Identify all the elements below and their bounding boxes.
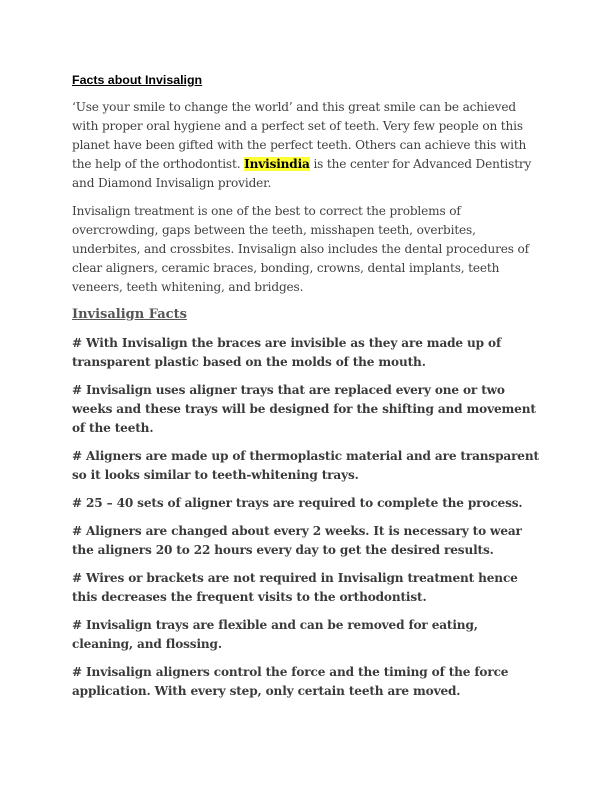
document-page xyxy=(72,72,542,710)
facts-heading: Invisalign Facts xyxy=(72,307,187,322)
highlighted-brand: Invisindia xyxy=(244,157,310,171)
fact-item: # Invisalign aligners control the force and the timing of the force application. With every step, only certain teeth are moved. xyxy=(72,665,509,698)
fact-item: # 25 – 40 sets of aligner trays are required to complete the process. xyxy=(72,496,523,510)
fact-item: # Invisalign uses aligner trays that are replaced every one or two weeks and these trays will be designed for the shifting and movement of the teeth. xyxy=(72,383,536,435)
treatment-paragraph: Invisalign treatment is one of the best to correct the problems of overcrowding, gaps between the teeth, misshapen teeth, overbites, underbites, and crossbites. Invisalign also includes the dental procedures of clear aligners, ceramic braces, bonding, crowns, dental implants, teeth veneers, teeth whitening, and bridges. xyxy=(72,204,529,294)
fact-item: # Aligners are changed about every 2 weeks. It is necessary to wear the aligners 20 to 22 hours every day to get the desired results. xyxy=(72,524,522,557)
fact-item: # Aligners are made up of thermoplastic material and are transparent so it looks similar to teeth-whitening trays. xyxy=(72,449,539,482)
fact-item: # With Invisalign the braces are invisible as they are made up of transparent plastic based on the molds of the mouth. xyxy=(72,336,502,369)
fact-item: # Invisalign trays are flexible and can be removed for eating, cleaning, and flossing. xyxy=(72,618,478,651)
fact-item: # Wires or brackets are not required in Invisalign treatment hence this decreases the frequent visits to the orthodontist. xyxy=(72,571,518,604)
intro-text-before: ‘Use your smile to change the world’ and this great smile can be achieved with proper oral hygiene and a perfect set of teeth. Very few people on this planet have been gifted with the perfect teeth. Others can achieve this with the help of the orthodontist. xyxy=(72,100,527,171)
document-title: Facts about Invisalign xyxy=(72,73,203,87)
intro-paragraph xyxy=(72,98,542,193)
intro-text-after: is the center for Advanced Dentistry and Diamond Invisalign provider. xyxy=(72,157,532,190)
